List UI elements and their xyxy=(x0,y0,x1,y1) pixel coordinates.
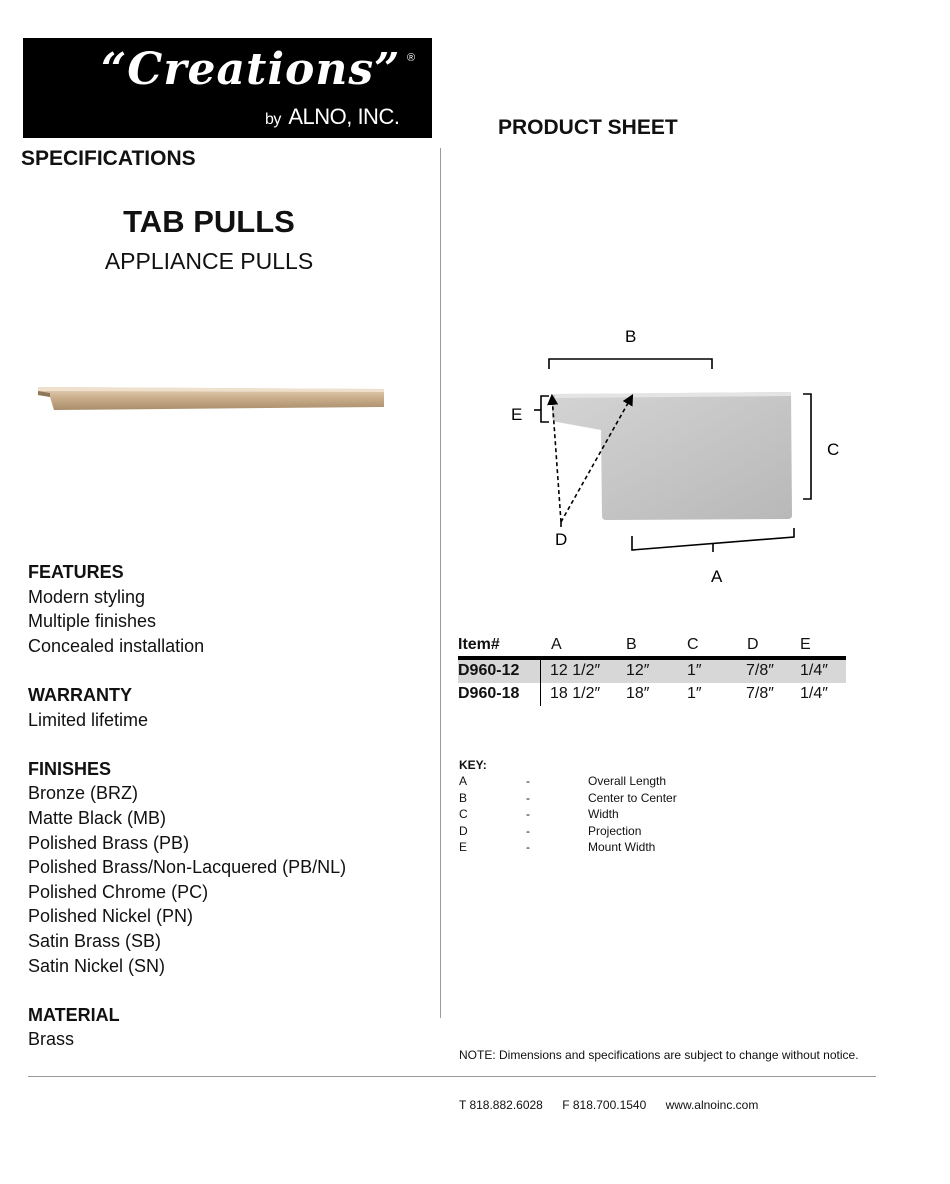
dimension-label-e: E xyxy=(511,405,523,424)
logo-script-text: “Creations” xyxy=(101,44,401,95)
finish-item: Satin Brass (SB) xyxy=(28,930,162,951)
warranty-item: Limited lifetime xyxy=(28,709,149,730)
table-row xyxy=(458,660,846,683)
dimension-table xyxy=(458,634,846,706)
table-cell: D960-18 xyxy=(458,685,520,702)
material-item: Brass xyxy=(28,1029,75,1050)
dimension-label-c: C xyxy=(827,440,840,459)
key-row xyxy=(459,823,719,839)
key-dash: - xyxy=(526,823,530,838)
key-dash: - xyxy=(526,774,530,789)
header-cell: B xyxy=(626,636,637,653)
key-letter: C xyxy=(459,807,468,822)
header-cell: E xyxy=(800,636,811,653)
logo-byline xyxy=(265,104,399,130)
logo-by: by xyxy=(265,111,281,128)
product-image xyxy=(36,383,388,413)
key-meaning: Center to Center xyxy=(588,790,677,805)
website-link[interactable]: www.alnoinc.com xyxy=(665,1098,759,1112)
table-cell: 7/8″ xyxy=(746,685,774,702)
table-cell: 1″ xyxy=(687,662,702,679)
finish-item: Polished Chrome (PC) xyxy=(28,881,209,902)
dimension-label-b: B xyxy=(625,327,637,346)
logo-company: ALNO, INC. xyxy=(288,104,400,129)
header-cell: A xyxy=(551,636,562,653)
specifications-heading: SPECIFICATIONS xyxy=(21,147,196,170)
key-dash: - xyxy=(526,807,530,822)
pull-body xyxy=(552,392,792,520)
key-letter: B xyxy=(459,790,468,805)
key-meaning: Mount Width xyxy=(588,839,656,854)
key-dash: - xyxy=(526,790,530,805)
table-header-row xyxy=(458,634,846,656)
feature-item: Multiple finishes xyxy=(28,611,157,632)
key-letter: A xyxy=(459,774,468,789)
dimension-c-bracket xyxy=(803,394,811,499)
footer-divider xyxy=(28,1076,876,1077)
key-title: KEY: xyxy=(459,758,487,772)
key-row xyxy=(459,773,719,789)
dimension-label-d: D xyxy=(555,530,568,549)
key-row xyxy=(459,839,719,855)
product-sheet-heading: PRODUCT SHEET xyxy=(498,116,678,139)
key-meaning: Overall Length xyxy=(588,774,667,789)
finish-item: Bronze (BRZ) xyxy=(28,783,139,804)
finish-item: Polished Brass (PB) xyxy=(28,832,190,853)
table-cell: 7/8″ xyxy=(746,662,774,679)
disclaimer-note: NOTE: Dimensions and specifications are subject to change without notice. xyxy=(459,1048,859,1062)
product-subtitle: APPLIANCE PULLS xyxy=(104,248,314,274)
contact-info xyxy=(459,1098,774,1112)
key-meaning: Projection xyxy=(588,823,642,838)
dimension-b-bracket xyxy=(549,359,712,369)
warranty-heading: WARRANTY xyxy=(28,684,132,705)
product-title: TAB PULLS xyxy=(123,204,295,239)
key-row xyxy=(459,790,719,806)
table-column-rule xyxy=(540,660,541,706)
key-meaning: Width xyxy=(588,807,619,822)
table-cell: 12 1/2″ xyxy=(550,662,601,679)
finishes-heading: FINISHES xyxy=(28,758,112,779)
dimension-diagram xyxy=(505,322,865,592)
key-letter: E xyxy=(459,839,468,854)
table-cell: 12″ xyxy=(626,662,650,679)
brand-logo xyxy=(23,38,432,138)
table-cell: 18″ xyxy=(626,685,650,702)
section-gap xyxy=(28,658,346,683)
key-dash: - xyxy=(526,839,530,854)
key-row xyxy=(459,806,719,822)
table-header-rule xyxy=(458,656,846,660)
specifications-list xyxy=(28,560,346,1052)
table-row xyxy=(458,683,846,706)
material-heading: MATERIAL xyxy=(28,1004,120,1025)
finish-item: Polished Brass/Non-Lacquered (PB/NL) xyxy=(28,857,347,878)
feature-item: Modern styling xyxy=(28,586,146,607)
key-letter: D xyxy=(459,823,468,838)
finish-item: Polished Nickel (PN) xyxy=(28,906,194,927)
finish-item: Matte Black (MB) xyxy=(28,807,167,828)
header-cell: D xyxy=(747,636,759,653)
header-cell: C xyxy=(687,636,699,653)
phone-number: T 818.882.6028 xyxy=(459,1098,543,1112)
fax-number: F 818.700.1540 xyxy=(562,1098,647,1112)
feature-item: Concealed installation xyxy=(28,635,205,656)
section-gap xyxy=(28,978,346,1003)
table-cell: 1/4″ xyxy=(800,662,828,679)
features-heading: FEATURES xyxy=(28,562,124,582)
dimension-label-a: A xyxy=(711,567,723,586)
table-cell: 1″ xyxy=(687,685,702,702)
header-cell: Item# xyxy=(458,636,500,653)
section-gap xyxy=(28,732,346,757)
logo-registered-mark: ® xyxy=(407,52,416,64)
vertical-divider xyxy=(440,148,441,1018)
dimension-key xyxy=(459,757,719,855)
finish-item: Satin Nickel (SN) xyxy=(28,955,166,976)
table-cell: 18 1/2″ xyxy=(550,685,601,702)
table-cell: 1/4″ xyxy=(800,685,828,702)
table-cell: D960-12 xyxy=(458,662,520,679)
dimension-e-bracket xyxy=(541,396,549,422)
